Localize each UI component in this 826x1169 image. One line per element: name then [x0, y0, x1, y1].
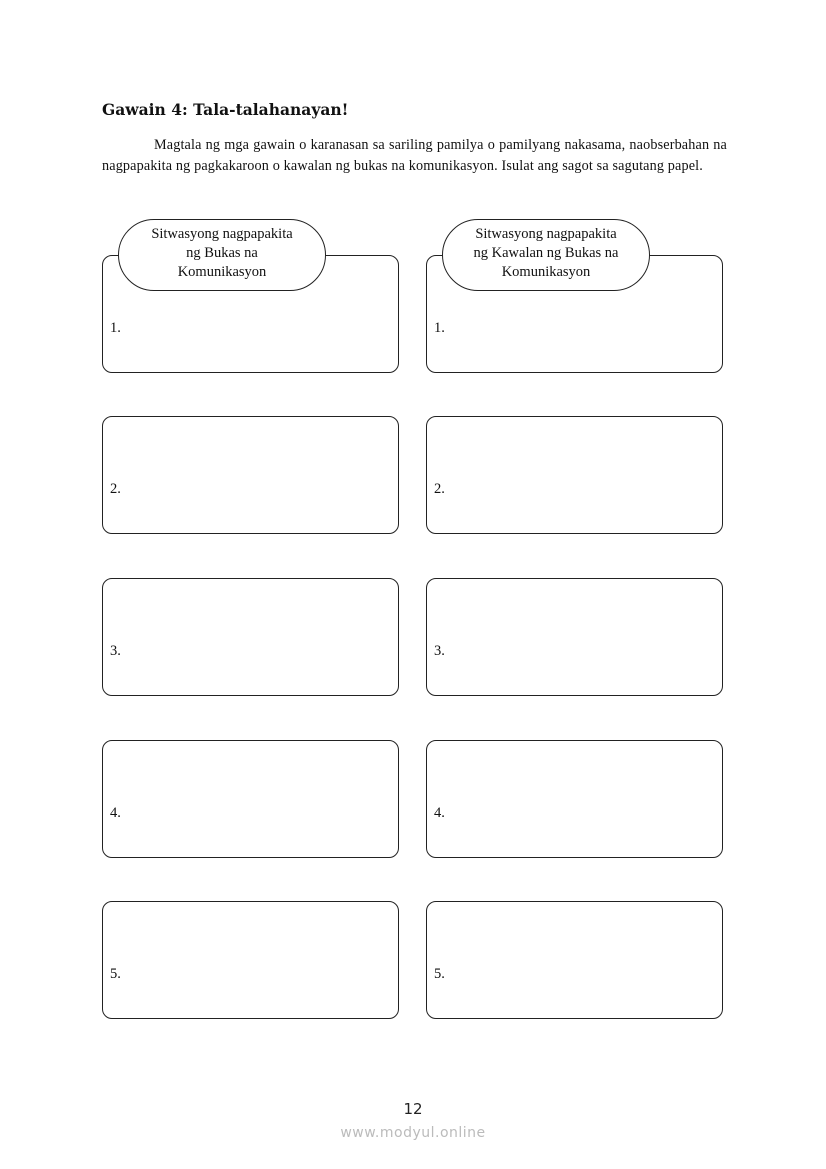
column-header-line: Sitwasyong nagpapakita — [151, 226, 293, 242]
column-header-line: Komunikasyon — [501, 264, 591, 280]
item-number: 2. — [434, 481, 445, 497]
answer-box[interactable] — [426, 416, 723, 534]
item-number: 5. — [434, 966, 445, 982]
answer-box[interactable] — [426, 740, 723, 858]
item-number: 3. — [110, 643, 121, 659]
item-number: 4. — [434, 805, 445, 821]
activity-heading: Gawain 4: Tala-talahanayan! — [102, 100, 349, 119]
item-number: 2. — [110, 481, 121, 497]
answer-box[interactable] — [102, 578, 399, 696]
column-header-line: Komunikasyon — [177, 264, 267, 280]
instructions — [102, 135, 727, 176]
answer-box[interactable] — [102, 740, 399, 858]
page-number: 12 — [403, 1100, 423, 1118]
column-header-1 — [118, 219, 326, 291]
answer-box[interactable] — [426, 578, 723, 696]
item-number: 5. — [110, 966, 121, 982]
instructions-text: Magtala ng mga gawain o karanasan sa sariling pamilya o pamilyang nakasama, naobserbahan na nagpapakita ng pagkakaroon o kawalan ng bukas na komunikasyon. Isulat ang sagot sa sagutang papel. — [102, 137, 727, 174]
item-number: 1. — [110, 320, 121, 336]
answer-box[interactable] — [102, 901, 399, 1019]
item-number: 1. — [434, 320, 445, 336]
item-number: 3. — [434, 643, 445, 659]
column-header-line: ng Kawalan ng Bukas na — [473, 245, 619, 261]
column-header-line: Sitwasyong nagpapakita — [475, 226, 617, 242]
column-header-2 — [442, 219, 650, 291]
answer-box[interactable] — [426, 901, 723, 1019]
watermark: www.modyul.online — [340, 1125, 486, 1141]
answer-box[interactable] — [102, 416, 399, 534]
column-header-line: ng Bukas na — [186, 245, 258, 261]
item-number: 4. — [110, 805, 121, 821]
